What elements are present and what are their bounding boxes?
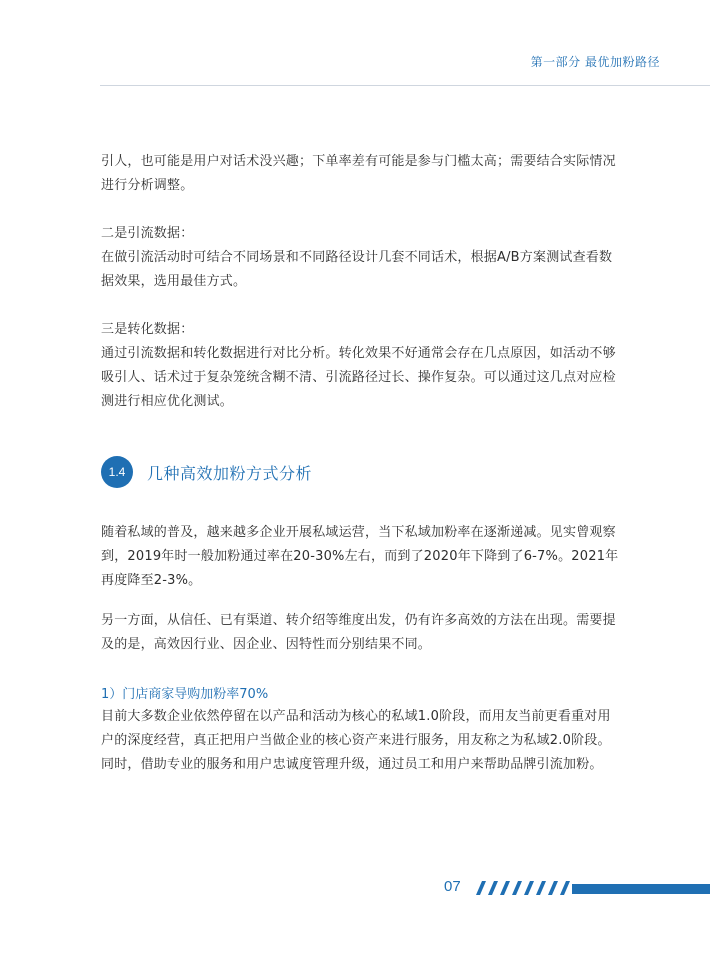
header-section-label: 第一部分 最优加粉路径 [530, 55, 660, 69]
paragraph-conversion-body: 通过引流数据和转化数据进行对比分析。转化效果不好通常会存在几点原因，如活动不够吸引人、话术过于复杂笼统含糊不清、引流路径过长、操作复杂。可以通过这几点对应检测进行相应优化测试。 [101, 346, 616, 409]
sub-heading: 1）门店商家导购加粉率70% [101, 687, 269, 702]
page-number: 07 [444, 878, 461, 895]
section-number-badge: 1.4 [101, 456, 133, 488]
paragraph-traffic-title: 二是引流数据： [101, 226, 194, 241]
section-paragraph-2: 另一方面，从信任、已有渠道、转介绍等维度出发，仍有许多高效的方法在出现。需要提及的是，高效因行业、因企业、因特性而分别结果不同。 [101, 613, 616, 652]
section-heading [101, 455, 312, 489]
header-divider [100, 85, 710, 86]
paragraph-intro: 引人，也可能是用户对话术没兴趣；下单率差有可能是参与门槛太高；需要结合实际情况进行分析调整。 [101, 154, 616, 193]
footer-stripes-decoration [470, 881, 570, 895]
section-paragraph-3: 目前大多数企业依然停留在以产品和活动为核心的私域1.0阶段，而用友当前更看重对用户的深度经营，真正把用户当做企业的核心资产来进行服务，用友称之为私域2.0阶段。同时，借助专业的服务和用户忠诚度管理升级，通过员工和用户来帮助品牌引流加粉。 [101, 709, 611, 772]
footer-bar-decoration [572, 884, 710, 894]
section-title: 几种高效加粉方式分析 [147, 463, 313, 483]
paragraph-traffic-body: 在做引流活动时可结合不同场景和不同路径设计几套不同话术，根据A/B方案测试查看数据效果，选用最佳方式。 [101, 250, 613, 289]
section-paragraph-1: 随着私域的普及，越来越多企业开展私域运营，当下私域加粉率在逐渐递减。见实曾观察到，2019年时一般加粉通过率在20-30%左右，而到了2020年下降到了6-7%。2021年再度降至2-3%。 [101, 525, 619, 588]
paragraph-conversion-title: 三是转化数据： [101, 322, 194, 337]
